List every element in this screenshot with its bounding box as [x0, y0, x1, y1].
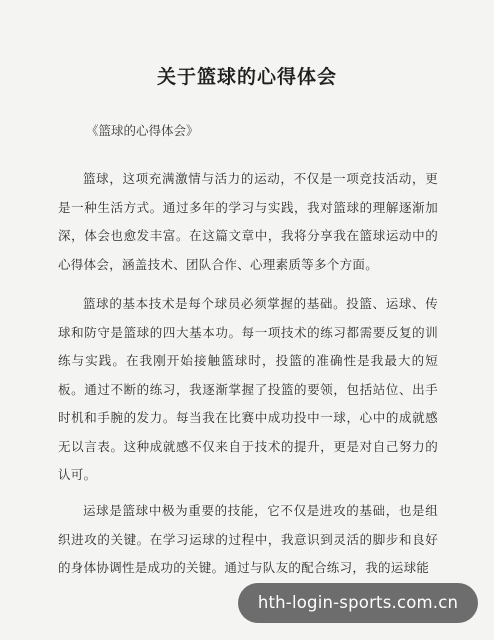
- watermark-badge: [238, 583, 478, 623]
- paragraph-2: 篮球的基本技术是每个球员必须掌握的基础。投篮、运球、传球和防守是篮球的四大基本功。每一项技术的练习都需要反复的训练与实践。在我刚开始接触篮球时，投篮的准确性是我最大的短板。通过不断的练习，我逐渐掌握了投篮的要领，包括站位、出手时机和手腕的发力。每当我在比赛中成功投中一球，心中的成就感无以言表。这种成就感不仅来自于技术的提升，更是对自己努力的认可。: [58, 296, 438, 482]
- book-title: 《篮球的心得体会》: [86, 123, 199, 138]
- paragraph-3: 运球是篮球中极为重要的技能，它不仅是进攻的基础，也是组织进攻的关键。在学习运球的过程中，我意识到灵活的脚步和良好的身体协调性是成功的关键。通过与队友的配合练习，我的运球能: [58, 503, 438, 575]
- page-title: 关于篮球的心得体会: [156, 66, 337, 88]
- paragraph-1: 篮球，这项充满激情与活力的运动，不仅是一项竞技活动，更是一种生活方式。通过多年的学习与实践，我对篮球的理解逐渐加深，体会也愈发丰富。在这篇文章中，我将分享我在篮球运动中的心得体会，涵盖技术、团队合作、心理素质等多个方面。: [58, 171, 438, 272]
- watermark-text: hth-login-sports.com.cn: [257, 593, 459, 612]
